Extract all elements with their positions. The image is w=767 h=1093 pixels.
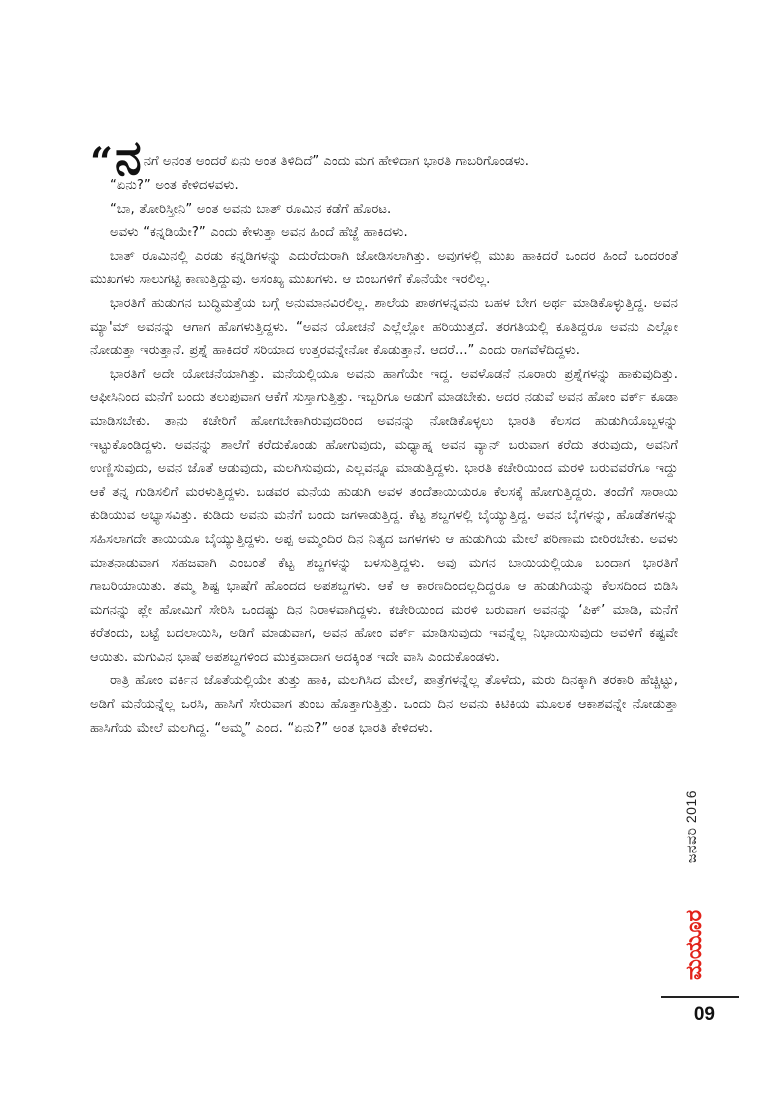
paragraph: ಬಾತ್ ರೂಮಿನಲ್ಲಿ ಎರಡು ಕನ್ನಡಿಗಳನ್ನು ಎದುರೆದುರಾಗಿ ಜೋಡಿಸಲಾಗಿತ್ತು. ಅವುಗಳಲ್ಲಿ ಮುಖ ಹಾಕಿದರೆ ಒಂದರ ಹಿಂದೆ ಒಂದರಂತೆ ಮುಖಗಳು ಸಾಲುಗಟ್ಟಿ ಕಾಣುತ್ತಿದ್ದುವು. ಅಸಂಖ್ಯ ಮುಖಗಳು. ಆ ಬಿಂಬಗಳಿಗೆ ಕೊನೆಯೇ ಇರಲಿಲ್ಲ. xyxy=(90,248,678,288)
paragraph: “ಬಾ, ತೋರಿಸ್ತೀನಿ” ಅಂತ ಅವನು ಬಾತ್ ರೂಮಿನ ಕಡೆಗೆ ಹೊರಟ. xyxy=(110,201,392,217)
side-margin xyxy=(681,790,711,990)
paragraph: ಭಾರತಿಗೆ ಅದೇ ಯೋಚನೆಯಾಗಿತ್ತು. ಮನೆಯಲ್ಲಿಯೂ ಅವನು ಹಾಗೆಯೇ ಇದ್ದ. ಅವಳೊಡನೆ ನೂರಾರು ಪ್ರಶ್ನೆಗಳನ್ನು ಹಾಕುವುದಿತ್ತು. ಆಫೀಸಿನಿಂದ ಮನೆಗೆ ಬಂದು ತಲುಪುವಾಗ ಆಕೆಗೆ ಸುಸ್ತಾಗುತ್ತಿತ್ತು. ಇಬ್ಬರಿಗೂ ಅಡುಗೆ ಮಾಡಬೇಕು. ಅದರ ನಡುವೆ ಅವನ ಹೋಂ ವರ್ಕ್ ಕೂಡಾ ಮಾಡಿಸಬೇಕು. ತಾನು ಕಚೇರಿಗೆ ಹೋಗಬೇಕಾಗಿರುವುದರಿಂದ ಅವನನ್ನು ನೋಡಿಕೊಳ್ಳಲು ಭಾರತಿ ಕೆಲಸದ ಹುಡುಗಿಯೊಬ್ಬಳನ್ನು ಇಟ್ಟುಕೊಂಡಿದ್ದಳು. ಅವನನ್ನು ಶಾಲೆಗೆ ಕರೆದುಕೊಂಡು ಹೋಗುವುದು, ಮಧ್ಯಾಹ್ನ ಅವನ ವ್ಯಾನ್ ಬರುವಾಗ ಕರೆದು ತರುವುದು, ಅವನಿಗೆ ಉಣ್ಣಿಸುವುದು, ಅವನ ಜೊತೆ ಆಡುವುದು, ಮಲಗಿಸುವುದು, ಎಲ್ಲವನ್ನೂ ಮಾಡುತ್ತಿದ್ದಳು. ಭಾರತಿ ಕಚೇರಿಯಿಂದ ಮರಳಿ ಬರುವವರೆಗೂ ಇದ್ದು ಆಕೆ ತನ್ನ ಗುಡಿಸಲಿಗೆ ಮರಳುತ್ತಿದ್ದಳು. ಬಡವರ ಮನೆಯ ಹುಡುಗಿ ಅವಳ ತಂದೆತಾಯಿಯರೂ ಕೆಲಸಕ್ಕೆ ಹೋಗುತ್ತಿದ್ದರು. ತಂದೆಗೆ ಸಾರಾಯಿ ಕುಡಿಯುವ ಅಭ್ಯಾಸವಿತ್ತು. ಕುಡಿದು ಅವನು ಮನೆಗೆ ಬಂದು ಜಗಳಾಡುತ್ತಿದ್ದ. ಕೆಟ್ಟ ಶಬ್ದಗಳಲ್ಲಿ ಬೈಯ್ಯುತ್ತಿದ್ದ. ಅವನ ಬೈಗಳನ್ನು, ಹೊಡೆತಗಳನ್ನು ಸಹಿಸಲಾಗದೇ ತಾಯಿಯೂ ಬೈಯ್ಯುತ್ತಿದ್ದಳು. ಅಪ್ಪ ಅಮ್ಮಂದಿರ ದಿನ ನಿತ್ಯದ ಜಗಳಗಳು ಆ ಹುಡುಗಿಯ ಮೇಲೆ ಪರಿಣಾಮ ಬೀರಿರಬೇಕು. ಅವಳು ಮಾತನಾಡುವಾಗ ಸಹಜವಾಗಿ ಎಂಬಂತೆ ಕೆಟ್ಟ ಶಬ್ದಗಳನ್ನು ಬಳಸುತ್ತಿದ್ದಳು. ಅವು ಮಗನ ಬಾಯಿಯಲ್ಲಿಯೂ ಬಂದಾಗ ಭಾರತಿಗೆ ಗಾಬರಿಯಾಯಿತು. ತಮ್ಮ ಶಿಷ್ಟ ಭಾಷೆಗೆ ಹೊಂದದ ಅಪಶಬ್ದಗಳು. ಆಕೆ ಆ ಕಾರಣದಿಂದಲ್ಲದಿದ್ದರೂ ಆ ಹುಡುಗಿಯನ್ನು ಕೆಲಸದಿಂದ ಬಿಡಿಸಿ ಮಗನನ್ನು ಪ್ಲೇ ಹೋಮಿಗೆ ಸೇರಿಸಿ ಒಂದಷ್ಟು ದಿನ ನಿರಾಳವಾಗಿದ್ದಳು. ಕಚೇರಿಯಿಂದ ಮರಳಿ ಬರುವಾಗ ಅವನನ್ನು ‘ಪಿಕ್’ ಮಾಡಿ, ಮನೆಗೆ ಕರೆತಂದು, ಬಟ್ಟೆ ಬದಲಾಯಿಸಿ, ಅಡಿಗೆ ಮಾಡುವಾಗ, ಅವನ ಹೋಂ ವರ್ಕ್ ಮಾಡಿಸುವುದು ಇವನ್ನೆಲ್ಲ ನಿಭಾಯಿಸುವುದು ಅವಳಿಗೆ ಕಷ್ಟವೇ ಆಯಿತು. ಮಗುವಿನ ಭಾಷೆ ಅಪಶಬ್ದಗಳಿಂದ ಮುಕ್ತವಾದಾಗ ಅದಕ್ಕಿಂತ ಇದೇ ವಾಸಿ ಎಂದುಕೊಂಡಳು. xyxy=(90,366,678,665)
magazine-logo: ಮಯೂರ xyxy=(682,909,707,980)
drop-cap: ನ xyxy=(115,130,142,186)
issue-date: ಜನವರಿ 2016 xyxy=(683,790,699,864)
first-line-text: ನಗೆ ಅನಂತ ಅಂದರೆ ಏನು ಅಂತ ತಿಳಿದಿದೆ” ಎಂದು ಮಗ ಹೇಳಿದಾಗ ಭಾರತಿ ಗಾಬರಿಗೊಂಡಳು. xyxy=(143,154,529,170)
paragraph: ಅವಳು “ಕನ್ನಡಿಯೇ?” ಎಂದು ಕೇಳುತ್ತಾ ಅವನ ಹಿಂದೆ ಹೆಜ್ಜೆ ಹಾಕಿದಳು. xyxy=(110,225,408,241)
opening-quote: “ xyxy=(90,139,114,186)
article-body xyxy=(90,130,678,740)
paragraph: “ಏನು?” ಅಂತ ಕೇಳಿದಳವಳು. xyxy=(110,178,239,193)
paragraph: ಭಾರತಿಗೆ ಹುಡುಗನ ಬುದ್ಧಿಮತ್ತೆಯ ಬಗ್ಗೆ ಅನುಮಾನವಿರಲಿಲ್ಲ. ಶಾಲೆಯ ಪಾಠಗಳನ್ನವನು ಬಹಳ ಬೇಗ ಅರ್ಥ ಮಾಡಿಕೊಳ್ಳುತ್ತಿದ್ದ. ಅವನ ಮ್ಯಾ'ಮ್ ಅವನನ್ನು ಆಗಾಗ ಹೊಗಳುತ್ತಿದ್ದಳು. “ಅವನ ಯೋಚನೆ ಎಲ್ಲೆಲ್ಲೋ ಹರಿಯುತ್ತದೆ. ತರಗತಿಯಲ್ಲಿ ಕೂತಿದ್ದರೂ ಅವನು ಎಲ್ಲೋ ನೋಡುತ್ತಾ ಇರುತ್ತಾನೆ. ಪ್ರಶ್ನೆ ಹಾಕಿದರೆ ಸರಿಯಾದ ಉತ್ತರವನ್ನೇನೋ ಕೊಡುತ್ತಾನೆ. ಆದರೆ...” ಎಂದು ರಾಗವೆಳೆದಿದ್ದಳು. xyxy=(90,295,678,359)
page-number: 09 xyxy=(693,1004,715,1025)
divider xyxy=(661,996,739,998)
paragraph: ರಾತ್ರಿ ಹೋಂ ವರ್ಕಿನ ಜೊತೆಯಲ್ಲಿಯೇ ತುತ್ತು ಹಾಕಿ, ಮಲಗಿಸಿದ ಮೇಲೆ, ಪಾತ್ರೆಗಳನ್ನೆಲ್ಲ ತೊಳೆದು, ಮರು ದಿನಕ್ಕಾಗಿ ತರಕಾರಿ ಹೆಚ್ಚಿಟ್ಟು, ಅಡಿಗೆ ಮನೆಯನ್ನೆಲ್ಲ ಒರಸಿ, ಹಾಸಿಗೆ ಸೇರುವಾಗ ತುಂಬ ಹೊತ್ತಾಗುತ್ತಿತ್ತು. ಒಂದು ದಿನ ಅವನು ಕಿಟಿಕಿಯ ಮೂಲಕ ಆಕಾಶವನ್ನೇ ನೋಡುತ್ತಾ ಹಾಸಿಗೆಯ ಮೇಲೆ ಮಲಗಿದ್ದ. “ಅಮ್ಮ” ಎಂದ. “ಏನು?” ಅಂತ ಭಾರತಿ ಕೇಳಿದಳು. xyxy=(90,673,678,736)
